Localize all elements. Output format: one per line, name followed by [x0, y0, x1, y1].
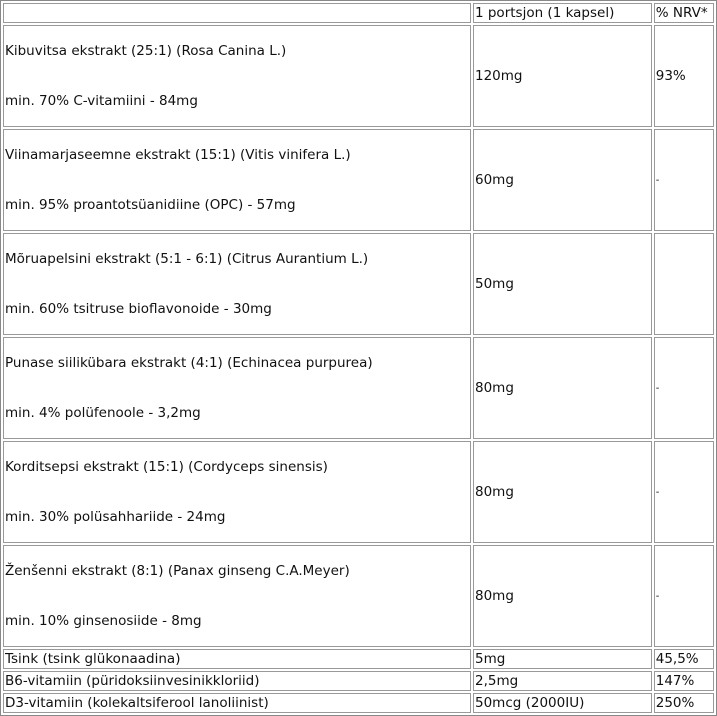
table-row — [3, 545, 714, 647]
ingredient-detail: min. 95% proantotsüanidiine (OPC) - 57mg — [5, 196, 296, 213]
ingredient-name: B6-vitamiin (püridoksiinvesinikkloriid) — [3, 671, 471, 691]
table-row — [3, 693, 714, 713]
ingredient-name: D3-vitamiin (kolekaltsiferool lanoliinist) — [3, 693, 471, 713]
ingredient-detail: min. 30% polüsahhariide - 24mg — [5, 508, 226, 525]
ingredient-cell — [3, 337, 471, 439]
amount-cell: 5mg — [473, 649, 652, 669]
table-row — [3, 441, 714, 543]
amount-cell: 50mg — [473, 233, 652, 335]
amount-cell: 80mg — [473, 337, 652, 439]
table-row — [3, 649, 714, 669]
table-row — [3, 129, 714, 231]
nrv-cell — [654, 233, 714, 335]
ingredient-name: Kibuvitsa ekstrakt (25:1) (Rosa Canina L.) — [5, 42, 287, 59]
ingredient-detail: min. 4% polüfenoole - 3,2mg — [5, 404, 201, 421]
nrv-cell: - — [654, 129, 714, 231]
ingredient-name: Tsink (tsink glükonaadina) — [3, 649, 471, 669]
header-ingredient — [3, 3, 471, 23]
nrv-cell: - — [654, 545, 714, 647]
nrv-cell: 93% — [654, 25, 714, 127]
header-nrv: % NRV* — [654, 3, 714, 23]
ingredient-detail: min. 60% tsitruse bioflavonoide - 30mg — [5, 300, 272, 317]
ingredient-name: Viinamarjaseemne ekstrakt (15:1) (Vitis vinifera L.) — [5, 146, 351, 163]
ingredient-name: Ženšenni ekstrakt (8:1) (Panax ginseng C.A.Meyer) — [5, 562, 350, 579]
ingredient-cell — [3, 129, 471, 231]
ingredient-detail: min. 10% ginsenosiide - 8mg — [5, 612, 202, 629]
nrv-cell: 147% — [654, 671, 714, 691]
nrv-cell: 45,5% — [654, 649, 714, 669]
table-row — [3, 337, 714, 439]
ingredient-cell — [3, 545, 471, 647]
amount-cell: 120mg — [473, 25, 652, 127]
ingredient-detail: min. 70% C-vitamiini - 84mg — [5, 92, 198, 109]
ingredient-name: Korditsepsi ekstrakt (15:1) (Cordyceps sinensis) — [5, 458, 328, 475]
amount-cell: 80mg — [473, 545, 652, 647]
table-row — [3, 671, 714, 691]
nrv-cell: 250% — [654, 693, 714, 713]
table-row — [3, 25, 714, 127]
table-row — [3, 233, 714, 335]
header-per-serving: 1 portsjon (1 kapsel) — [473, 3, 652, 23]
amount-cell: 2,5mg — [473, 671, 652, 691]
nrv-cell: - — [654, 441, 714, 543]
amount-cell: 80mg — [473, 441, 652, 543]
amount-cell: 50mcg (2000IU) — [473, 693, 652, 713]
amount-cell: 60mg — [473, 129, 652, 231]
ingredient-cell — [3, 25, 471, 127]
table-header-row — [3, 3, 714, 23]
ingredient-cell — [3, 233, 471, 335]
ingredient-name: Punase siilikübara ekstrakt (4:1) (Echinacea purpurea) — [5, 354, 373, 371]
ingredient-cell — [3, 441, 471, 543]
ingredient-name: Mõruapelsini ekstrakt (5:1 - 6:1) (Citrus Aurantium L.) — [5, 250, 369, 267]
nrv-cell: - — [654, 337, 714, 439]
